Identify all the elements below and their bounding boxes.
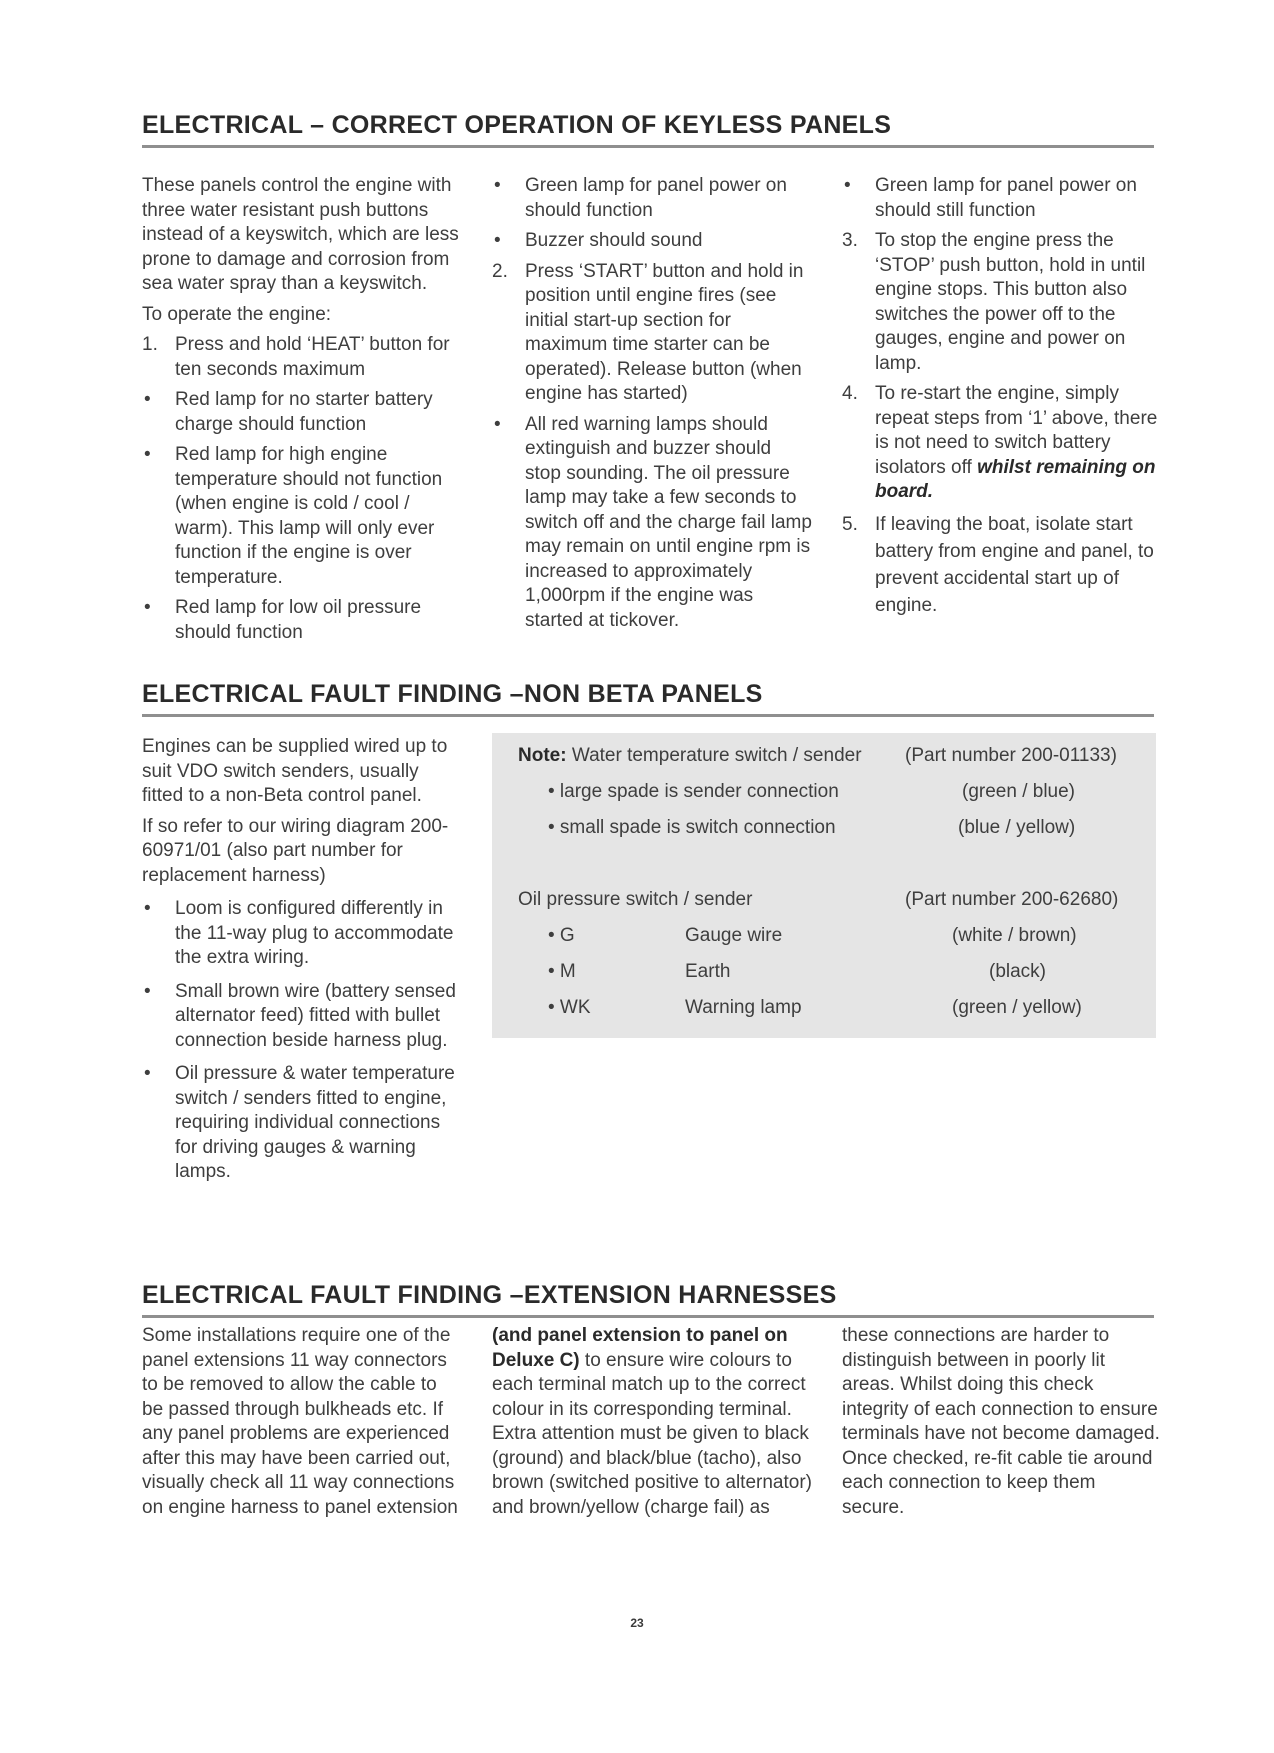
terminal-code: • WK <box>548 997 591 1018</box>
intro-paragraph: These panels control the engine with three water resistant push buttons instead of a keyswitch, which are less prone to damage and corrosion from sea water spray than a keyswitch. <box>142 175 459 294</box>
paragraph-text: to ensure wire colours to each terminal match up to the correct colour in its corresponding terminal. Extra attention must be given to black (ground) and black/blue (tacho), also brown (switched positive to alternator) and brown/yellow (charge fail) as <box>492 1349 812 1518</box>
list-item-text: All red warning lamps should extinguish and buzzer should stop sounding. The oil pressure lamp may take a few seconds to switch off and the charge fail lamp may remain on until engine rpm is increased to approximately 1,000rpm if the engine was started at tickover. <box>525 413 812 631</box>
paragraph <box>492 1324 812 1520</box>
list-item-text: Red lamp for low oil pressure should function <box>175 597 422 643</box>
terminal-code: • M <box>548 961 576 982</box>
step-text: To re-start the engine, simply repeat steps from ‘1’ above, there is not need to switch battery isolators off <box>875 383 1158 478</box>
water-temp-part-number: (Part number 200-01133) <box>905 745 1117 766</box>
list-item-text: Green lamp for panel power on should still function <box>875 175 1137 221</box>
bullet-icon: • <box>494 230 501 251</box>
extension-column-3 <box>842 1324 1162 1526</box>
keyless-column-3 <box>842 174 1162 625</box>
paragraph: If so refer to our wiring diagram 200-60971/01 (also part number for replacement harness) <box>142 815 449 886</box>
bullet-icon: • <box>144 1063 151 1084</box>
list-item-text: Buzzer should sound <box>525 230 703 251</box>
step-text: To stop the engine press the ‘STOP’ push button, hold in until engine stops. This button also switches the power off to the gauges, engine and power on lamp. <box>875 230 1146 374</box>
terminal-code: • G <box>548 925 575 946</box>
bullet-icon: • <box>494 413 501 435</box>
paragraph: these connections are harder to distinguish between in poorly lit areas. Whilst doing this check integrity of each connection to ensure terminals have not become damaged. Once checked, re-fit cable tie around each connection to keep them secure. <box>842 1325 1160 1518</box>
wire-colour: (white / brown) <box>952 925 1077 946</box>
list-item-text: Small brown wire (battery sensed alternator feed) fitted with bullet connection beside harness plug. <box>175 980 456 1051</box>
bullet-icon: • <box>844 175 851 196</box>
extension-column-2 <box>492 1324 812 1526</box>
step-number: 4. <box>842 383 858 404</box>
bullet-icon: • <box>144 597 151 618</box>
keyless-column-2 <box>492 174 812 639</box>
water-temp-title-text: Water temperature switch / sender <box>571 745 862 766</box>
list-item-text: Oil pressure & water temperature switch / senders fitted to engine, requiring individual connections for driving gauges & warning lamps. <box>175 1063 455 1182</box>
step-3 <box>842 229 1162 376</box>
step-5 <box>842 511 1162 619</box>
list-item <box>492 413 812 634</box>
water-temp-title <box>518 744 862 768</box>
list-item <box>142 443 462 590</box>
terminal-description: Earth <box>685 961 731 982</box>
list-item-text: Loom is configured differently in the 11-way plug to accommodate the extra wiring. <box>175 898 454 968</box>
list-item <box>142 388 462 437</box>
list-item <box>142 1062 460 1185</box>
step-text: Press ‘START’ button and hold in position until engine fires (see initial start-up section for maximum time starter can be operated). Release button (when engine has started) <box>525 260 804 404</box>
paragraph: Engines can be supplied wired up to suit VDO switch senders, usually fitted to a non-Beta control panel. <box>142 736 448 806</box>
list-item <box>842 174 1162 223</box>
emphasis-text: Deluxe C) <box>492 1349 580 1371</box>
paragraph: Some installations require one of the panel extensions 11 way connectors to be removed to allow the cable to be passed through bulkheads etc. If any panel problems are experienced after this may have been carried out, visually check all 11 way connections on engine harness to panel extension <box>142 1325 458 1518</box>
note-label: Note: <box>518 745 567 766</box>
keyless-column-1 <box>142 174 462 651</box>
extension-column-1 <box>142 1324 462 1526</box>
list-item-text: Red lamp for high engine temperature should not function (when engine is cold / cool / warm). This lamp will only ever function if the engine is over temperature. <box>175 444 443 588</box>
heading-extension-harnesses: ELECTRICAL FAULT FINDING –EXTENSION HARNESSES <box>142 1281 1154 1318</box>
oil-pressure-title: Oil pressure switch / sender <box>518 889 753 910</box>
terminal-description: Gauge wire <box>685 925 783 946</box>
step-number: 1. <box>142 334 158 355</box>
step-emphasis: whilst remaining on board. <box>875 456 1156 502</box>
step-2 <box>492 260 812 407</box>
list-item <box>142 980 460 1054</box>
heading-non-beta-panels: ELECTRICAL FAULT FINDING –NON BETA PANELS <box>142 680 1154 717</box>
step-text: If leaving the boat, isolate start battery from engine and panel, to prevent accidental start up of engine. <box>875 513 1154 616</box>
step-4 <box>842 382 1162 505</box>
step-number: 2. <box>492 260 508 282</box>
step-1 <box>142 333 462 382</box>
table-row: • small spade is switch connection <box>548 817 836 838</box>
oil-pressure-part-number: (Part number 200-62680) <box>905 889 1119 910</box>
emphasis-text: (and panel extension to panel on <box>492 1325 788 1346</box>
table-row: • large spade is sender connection <box>548 781 839 802</box>
step-number: 5. <box>842 513 858 535</box>
list-item <box>492 174 812 223</box>
list-item <box>142 897 460 971</box>
note-box <box>492 733 1156 1038</box>
bullet-icon: • <box>144 980 151 1002</box>
page-number: 23 <box>630 1616 644 1630</box>
heading-keyless-panels: ELECTRICAL – CORRECT OPERATION OF KEYLESS PANELS <box>142 111 1154 148</box>
operate-label: To operate the engine: <box>142 303 332 325</box>
step-text: Press and hold ‘HEAT’ button for ten seconds maximum <box>175 334 450 380</box>
step-number: 3. <box>842 230 858 251</box>
wire-colour: (black) <box>989 961 1047 982</box>
wire-colour: (blue / yellow) <box>958 817 1076 838</box>
list-item-text: Red lamp for no starter battery charge should function <box>175 389 433 435</box>
bullet-icon: • <box>144 444 151 465</box>
list-item <box>142 596 462 645</box>
bullet-icon: • <box>494 175 501 196</box>
list-item <box>492 229 812 254</box>
terminal-description: Warning lamp <box>685 997 802 1018</box>
wire-colour: (green / blue) <box>962 781 1076 802</box>
wire-colour: (green / yellow) <box>952 997 1082 1018</box>
list-item-text: Green lamp for panel power on should function <box>525 175 787 221</box>
bullet-icon: • <box>144 389 151 410</box>
non-beta-column-1 <box>142 735 460 1191</box>
bullet-icon: • <box>144 898 151 919</box>
